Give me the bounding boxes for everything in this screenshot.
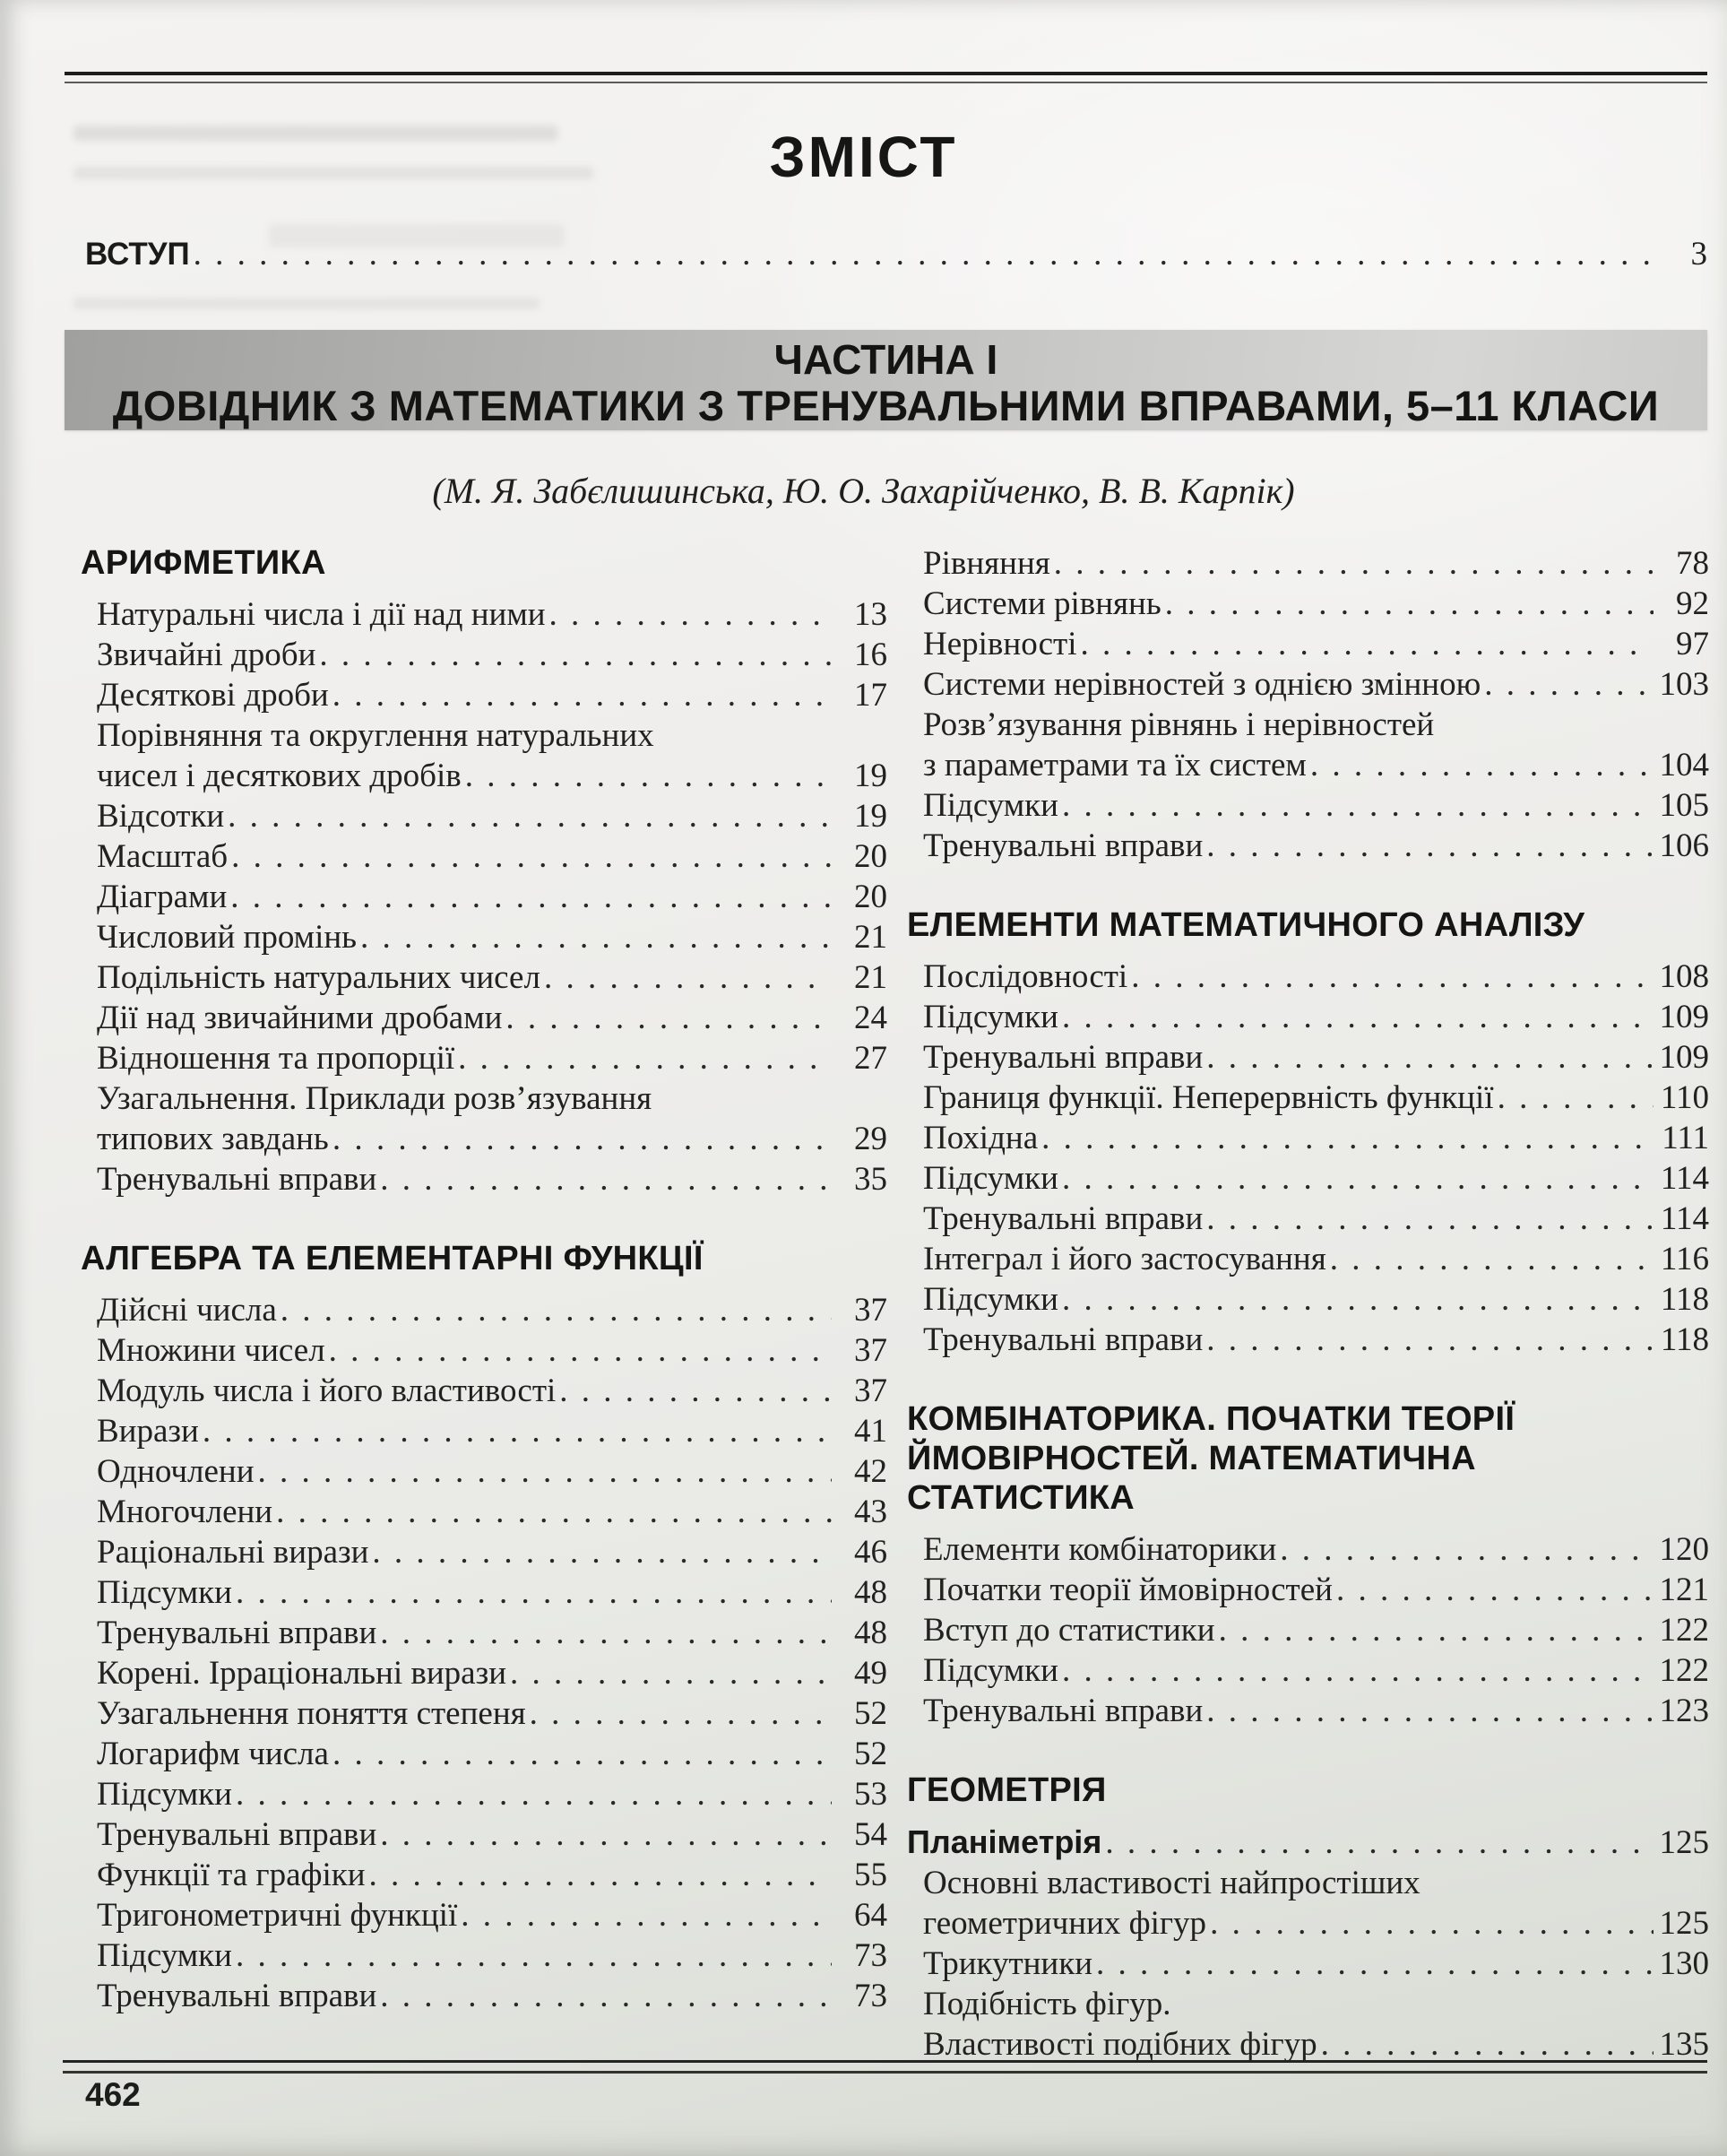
toc-entry-page: 111 bbox=[1662, 1120, 1709, 1156]
toc-entry bbox=[81, 998, 887, 1038]
dot-leader bbox=[1330, 1239, 1654, 1279]
toc-entry-label: Елементи комбінаторики bbox=[923, 1531, 1277, 1568]
toc-entry-label: Вступ до статистики bbox=[923, 1612, 1215, 1649]
toc-entry bbox=[81, 917, 887, 957]
dot-leader bbox=[1206, 1320, 1654, 1360]
intro-row bbox=[85, 235, 1707, 273]
toc-entry-label: Тренувальні вправи bbox=[97, 1816, 377, 1853]
toc-entry bbox=[81, 1330, 887, 1371]
toc-entry-label: Планіметрія bbox=[907, 1823, 1102, 1860]
dot-leader bbox=[1062, 997, 1654, 1037]
toc-entry-page: 114 bbox=[1660, 1200, 1709, 1237]
toc-entry-page: 24 bbox=[854, 1000, 887, 1036]
toc-entry bbox=[81, 715, 887, 756]
dot-leader bbox=[319, 635, 832, 675]
toc-entry-label: Дії над звичайними дробами bbox=[97, 1000, 503, 1036]
bleedthrough-mark bbox=[73, 298, 540, 309]
toc-entry-label: Логарифм числа bbox=[97, 1736, 329, 1772]
dot-leader bbox=[1165, 584, 1654, 624]
toc-entry bbox=[907, 705, 1709, 745]
toc-entry-label: Числовий промінь bbox=[97, 919, 358, 956]
dot-leader bbox=[1280, 1529, 1654, 1570]
toc-entry-page: 37 bbox=[854, 1292, 887, 1329]
toc-entry bbox=[81, 1159, 887, 1199]
toc-entry-label: Корені. Ірраціональні вирази bbox=[97, 1655, 506, 1692]
dot-leader bbox=[258, 1451, 833, 1492]
toc-entry-label: Множини чисел bbox=[97, 1332, 325, 1369]
part-banner-line2: ДОВІДНИК З МАТЕМАТИКИ З ТРЕНУВАЛЬНИМИ ВПРАВАМИ, 5–11 КЛАСИ bbox=[112, 382, 1660, 429]
toc-entry-page: 16 bbox=[854, 636, 887, 673]
toc-entry-label: Послідовності bbox=[923, 958, 1128, 995]
dot-leader bbox=[276, 1492, 832, 1532]
dot-leader bbox=[1062, 1279, 1654, 1320]
dot-leader bbox=[505, 998, 832, 1038]
toc-entry-label: Системи нерівностей з однією змінною bbox=[923, 666, 1481, 703]
toc-entry-page: 53 bbox=[854, 1776, 887, 1813]
toc-entry bbox=[907, 1650, 1709, 1691]
dot-leader bbox=[510, 1653, 832, 1693]
dot-leader bbox=[1105, 1823, 1654, 1863]
toc-entry bbox=[907, 584, 1709, 624]
toc-entry bbox=[907, 1037, 1709, 1078]
toc-entry-page: 73 bbox=[854, 1978, 887, 2014]
footer-page-number: 462 bbox=[85, 2076, 141, 2113]
toc-entry bbox=[81, 796, 887, 836]
toc-entry-page: 109 bbox=[1659, 1039, 1709, 1076]
toc-entry-page: 55 bbox=[854, 1857, 887, 1893]
dot-leader bbox=[332, 675, 832, 715]
toc-entry bbox=[81, 635, 887, 675]
toc-entry bbox=[81, 877, 887, 917]
toc-entry-page: 103 bbox=[1659, 666, 1709, 703]
toc-entry-label: Порівняння та округлення натуральних bbox=[97, 717, 654, 754]
dot-leader bbox=[1096, 1944, 1654, 1984]
dot-leader bbox=[380, 1814, 832, 1855]
dot-leader bbox=[1321, 2024, 1654, 2065]
toc-entry-label: Інтеграл і його застосування bbox=[923, 1241, 1326, 1277]
toc-entry-page: 46 bbox=[854, 1534, 887, 1571]
toc-entry-label: Підсумки bbox=[97, 1776, 232, 1813]
toc-entry bbox=[81, 1734, 887, 1774]
toc-entry bbox=[907, 1239, 1709, 1279]
toc-entry-page: 48 bbox=[854, 1574, 887, 1611]
toc-entry-page: 20 bbox=[854, 838, 887, 875]
toc-entry-page: 114 bbox=[1660, 1160, 1709, 1197]
toc-entry-label: Тренувальні вправи bbox=[923, 827, 1204, 864]
left-column bbox=[81, 543, 887, 2016]
toc-entry-label: типових завдань bbox=[97, 1121, 329, 1157]
section-heading: ЕЛЕМЕНТИ МАТЕМАТИЧНОГО АНАЛІЗУ bbox=[907, 906, 1585, 944]
dot-leader bbox=[1206, 826, 1654, 866]
dot-leader bbox=[194, 235, 1652, 273]
dot-leader bbox=[1062, 785, 1654, 826]
toc-entry-page: 108 bbox=[1659, 958, 1709, 995]
intro-page-number: 3 bbox=[1690, 236, 1707, 273]
toc-entry-label: Системи рівнянь bbox=[923, 585, 1161, 622]
toc-entry-label: Підсумки bbox=[923, 1160, 1058, 1197]
toc-entry bbox=[81, 1895, 887, 1935]
toc-entry-label: Узагальнення поняття степеня bbox=[97, 1695, 526, 1732]
part-banner bbox=[65, 330, 1707, 430]
dot-leader bbox=[332, 1734, 832, 1774]
toc-entry bbox=[81, 836, 887, 877]
dot-leader bbox=[332, 1119, 832, 1159]
toc-entry-label: Розв’язування рівнянь і нерівностей bbox=[923, 706, 1435, 743]
toc-entry-page: 106 bbox=[1659, 827, 1709, 864]
toc-entry-label: Тренувальні вправи bbox=[923, 1321, 1204, 1358]
toc-entry bbox=[81, 957, 887, 998]
section-heading: АРИФМЕТИКА bbox=[81, 544, 326, 582]
toc-entry-page: 78 bbox=[1676, 545, 1709, 582]
toc-entry-label: Вирази bbox=[97, 1413, 199, 1450]
toc-entry-label: Похідна bbox=[923, 1120, 1039, 1156]
dot-leader bbox=[380, 1159, 832, 1199]
toc-entry-label: Трикутники bbox=[923, 1945, 1092, 1982]
toc-entry-page: 49 bbox=[854, 1655, 887, 1692]
toc-entry-label: Модуль числа і його властивості bbox=[97, 1372, 557, 1409]
toc-entry bbox=[907, 2024, 1709, 2065]
toc-entry bbox=[907, 1822, 1709, 1863]
toc-entry-page: 42 bbox=[854, 1453, 887, 1490]
toc-entry-label: Дійсні числа bbox=[97, 1292, 277, 1329]
toc-entry-page: 121 bbox=[1659, 1572, 1709, 1608]
dot-leader bbox=[230, 877, 832, 917]
dot-leader bbox=[380, 1976, 832, 2016]
toc-entry-page: 13 bbox=[854, 596, 887, 633]
toc-entry bbox=[81, 1451, 887, 1492]
dot-leader bbox=[1206, 1691, 1654, 1731]
toc-entry-page: 122 bbox=[1659, 1612, 1709, 1649]
toc-entry bbox=[907, 957, 1709, 997]
toc-entry bbox=[907, 1691, 1709, 1731]
toc-entry-label: Тренувальні вправи bbox=[923, 1039, 1204, 1076]
dot-leader bbox=[549, 594, 832, 635]
dot-leader bbox=[369, 1855, 832, 1895]
dot-leader bbox=[1062, 1158, 1654, 1199]
toc-entry-page: 17 bbox=[854, 677, 887, 714]
dot-leader bbox=[281, 1290, 832, 1330]
footer-rule bbox=[63, 2060, 1707, 2074]
toc-entry bbox=[81, 1693, 887, 1734]
toc-entry bbox=[907, 826, 1709, 866]
toc-entry bbox=[81, 1532, 887, 1572]
toc-entry bbox=[907, 1529, 1709, 1570]
toc-entry bbox=[907, 1944, 1709, 1984]
intro-label: ВСТУП bbox=[85, 237, 190, 272]
toc-entry bbox=[81, 1078, 887, 1119]
dot-leader bbox=[1310, 745, 1654, 785]
toc-entry-label: чисел і десяткових дробів bbox=[97, 758, 462, 794]
toc-entry bbox=[81, 1774, 887, 1814]
toc-entry-page: 19 bbox=[854, 758, 887, 794]
dot-leader bbox=[1484, 664, 1654, 705]
toc-entry-page: 20 bbox=[854, 879, 887, 915]
toc-entry-page: 21 bbox=[854, 959, 887, 996]
toc-entry-label: з параметрами та їх систем bbox=[923, 747, 1307, 784]
toc-entry bbox=[81, 594, 887, 635]
toc-entry-label: Границя функції. Неперервність функції bbox=[923, 1079, 1494, 1116]
toc-entry bbox=[907, 1118, 1709, 1158]
toc-entry-label: Тренувальні вправи bbox=[923, 1693, 1204, 1729]
toc-entry bbox=[907, 1279, 1709, 1320]
toc-entry-page: 37 bbox=[854, 1372, 887, 1409]
section-heading: ГЕОМЕТРІЯ bbox=[907, 1771, 1107, 1809]
toc-entry-label: Функції та графіки bbox=[97, 1857, 366, 1893]
toc-entry bbox=[81, 1976, 887, 2016]
toc-entry-label: Підсумки bbox=[923, 1281, 1058, 1318]
toc-entry-page: 125 bbox=[1659, 1905, 1709, 1942]
toc-entry-label: Одночлени bbox=[97, 1453, 255, 1490]
toc-entry bbox=[81, 1572, 887, 1613]
toc-entry-label: Підсумки bbox=[923, 999, 1058, 1035]
toc-entry bbox=[907, 1158, 1709, 1199]
dot-leader bbox=[1131, 957, 1654, 997]
dot-leader bbox=[372, 1532, 832, 1572]
dot-leader bbox=[1054, 543, 1654, 584]
toc-entry-page: 35 bbox=[854, 1161, 887, 1198]
toc-entry bbox=[907, 785, 1709, 826]
toc-entry-page: 104 bbox=[1659, 747, 1709, 784]
dot-leader bbox=[465, 756, 832, 796]
toc-entry-label: Раціональні вирази bbox=[97, 1534, 369, 1571]
toc-entry bbox=[907, 1984, 1709, 2024]
toc-entry-page: 109 bbox=[1659, 999, 1709, 1035]
toc-entry-label: Тригонометричні функції bbox=[97, 1897, 458, 1934]
toc-entry-page: 48 bbox=[854, 1615, 887, 1651]
toc-entry-page: 122 bbox=[1659, 1652, 1709, 1689]
toc-entry bbox=[907, 1199, 1709, 1239]
toc-entry-label: Підсумки bbox=[923, 1652, 1058, 1689]
toc-entry-page: 73 bbox=[854, 1937, 887, 1974]
toc-entry bbox=[907, 1863, 1709, 1903]
toc-entry bbox=[907, 1903, 1709, 1944]
toc-entry-label: Відношення та пропорції bbox=[97, 1040, 455, 1077]
toc-entry bbox=[81, 1492, 887, 1532]
toc-entry-page: 64 bbox=[854, 1897, 887, 1934]
toc-entry-label: Тренувальні вправи bbox=[923, 1200, 1204, 1237]
toc-entry-label: Підсумки bbox=[97, 1574, 232, 1611]
dot-leader bbox=[1041, 1118, 1654, 1158]
toc-entry bbox=[81, 1814, 887, 1855]
section-heading: КОМБІНАТОРИКА. ПОЧАТКИ ТЕОРІЇ ЙМОВІРНОСТЕЙ. МАТЕМАТИЧНА СТАТИСТИКА bbox=[907, 1400, 1515, 1517]
toc-entry-label: Многочлени bbox=[97, 1494, 273, 1530]
toc-entry-label: Властивості подібних фігур bbox=[923, 2026, 1317, 2063]
toc-entry bbox=[81, 1935, 887, 1976]
toc-entry-page: 130 bbox=[1659, 1945, 1709, 1982]
toc-entry-page: 116 bbox=[1660, 1241, 1709, 1277]
section-heading: АЛГЕБРА ТА ЕЛЕМЕНТАРНІ ФУНКЦІЇ bbox=[81, 1240, 704, 1277]
dot-leader bbox=[380, 1613, 832, 1653]
toc-entry-label: Тренувальні вправи bbox=[97, 1978, 377, 2014]
toc-entry-label: Основні властивості найпростіших bbox=[923, 1865, 1420, 1901]
top-rule bbox=[65, 72, 1707, 83]
dot-leader bbox=[236, 1572, 832, 1613]
dot-leader bbox=[544, 957, 832, 998]
toc-entry-page: 43 bbox=[854, 1494, 887, 1530]
dot-leader bbox=[1062, 1650, 1654, 1691]
dot-leader bbox=[461, 1895, 832, 1935]
toc-entry-label: Натуральні числа і дії над ними bbox=[97, 596, 546, 633]
toc-entry-page: 37 bbox=[854, 1332, 887, 1369]
toc-entry-page: 27 bbox=[854, 1040, 887, 1077]
toc-entry bbox=[907, 543, 1709, 584]
dot-leader bbox=[228, 796, 832, 836]
toc-entry-label: геометричних фігур bbox=[923, 1905, 1207, 1942]
toc-entry-page: 105 bbox=[1659, 787, 1709, 824]
toc-entry-page: 123 bbox=[1659, 1693, 1709, 1729]
toc-entry bbox=[81, 1855, 887, 1895]
dot-leader bbox=[530, 1693, 832, 1734]
toc-entry-page: 54 bbox=[854, 1816, 887, 1853]
toc-entry bbox=[81, 1653, 887, 1693]
toc-entry bbox=[907, 1320, 1709, 1360]
page-title: ЗМІСТ bbox=[769, 125, 958, 189]
toc-entry-page: 92 bbox=[1676, 585, 1709, 622]
dot-leader bbox=[1498, 1078, 1654, 1118]
toc-entry bbox=[81, 1038, 887, 1078]
toc-entry bbox=[81, 756, 887, 796]
toc-entry-page: 29 bbox=[854, 1121, 887, 1157]
dot-leader bbox=[203, 1411, 832, 1451]
toc-entry bbox=[907, 1078, 1709, 1118]
toc-entry-page: 97 bbox=[1676, 626, 1709, 662]
toc-entry-label: Тренувальні вправи bbox=[97, 1615, 377, 1651]
toc-entry-label: Подібність фігур. bbox=[923, 1986, 1171, 2022]
toc-entry bbox=[907, 745, 1709, 785]
toc-entry-page: 120 bbox=[1659, 1531, 1709, 1568]
toc-entry-label: Масштаб bbox=[97, 838, 229, 875]
toc-entry-label: Рівняння bbox=[923, 545, 1050, 582]
toc-entry bbox=[81, 675, 887, 715]
dot-leader bbox=[559, 1371, 832, 1411]
toc-entry-page: 125 bbox=[1659, 1824, 1709, 1861]
toc-entry-label: Десяткові дроби bbox=[97, 677, 329, 714]
dot-leader bbox=[236, 1774, 832, 1814]
toc-entry bbox=[81, 1371, 887, 1411]
toc-entry-label: Діаграми bbox=[97, 879, 228, 915]
toc-entry bbox=[907, 997, 1709, 1037]
dot-leader bbox=[360, 917, 832, 957]
toc-entry-page: 118 bbox=[1660, 1281, 1709, 1318]
toc-entry-page: 110 bbox=[1660, 1079, 1709, 1116]
dot-leader bbox=[1206, 1037, 1654, 1078]
dot-leader bbox=[1081, 624, 1654, 664]
dot-leader bbox=[1219, 1610, 1654, 1650]
toc-entry-page: 52 bbox=[854, 1736, 887, 1772]
toc-entry-label: Початки теорії ймовірностей bbox=[923, 1572, 1333, 1608]
toc-entry-page: 118 bbox=[1660, 1321, 1709, 1358]
toc-entry-label: Подільність натуральних чисел bbox=[97, 959, 540, 996]
dot-leader bbox=[236, 1935, 832, 1976]
toc-entry bbox=[81, 1119, 887, 1159]
toc-entry-label: Нерівності bbox=[923, 626, 1077, 662]
toc-entry-label: Відсотки bbox=[97, 798, 225, 835]
toc-entry-page: 19 bbox=[854, 798, 887, 835]
toc-entry bbox=[81, 1411, 887, 1451]
toc-entry bbox=[81, 1290, 887, 1330]
toc-entry-label: Узагальнення. Приклади розв’язування bbox=[97, 1080, 652, 1117]
dot-leader bbox=[458, 1038, 832, 1078]
toc-entry-label: Підсумки bbox=[97, 1937, 232, 1974]
toc-entry-page: 41 bbox=[854, 1413, 887, 1450]
toc-entry-page: 52 bbox=[854, 1695, 887, 1732]
toc-entry-label: Підсумки bbox=[923, 787, 1058, 824]
toc-entry-page: 21 bbox=[854, 919, 887, 956]
dot-leader bbox=[231, 836, 832, 877]
dot-leader bbox=[1336, 1570, 1654, 1610]
toc-entry bbox=[907, 664, 1709, 705]
dot-leader bbox=[1210, 1903, 1654, 1944]
toc-entry-label: Звичайні дроби bbox=[97, 636, 316, 673]
toc-entry bbox=[907, 1610, 1709, 1650]
toc-entry bbox=[81, 1613, 887, 1653]
dot-leader bbox=[329, 1330, 832, 1371]
dot-leader bbox=[1206, 1199, 1654, 1239]
toc-entry bbox=[907, 1570, 1709, 1610]
toc-entry bbox=[907, 624, 1709, 664]
toc-entry-page: 135 bbox=[1659, 2026, 1709, 2063]
authors-line: (М. Я. Забєлишинська, Ю. О. Захарійченко, В. В. Карпік) bbox=[432, 471, 1295, 511]
right-column bbox=[907, 543, 1709, 2065]
part-banner-line1: ЧАСТИНА I bbox=[773, 336, 998, 383]
toc-entry-label: Тренувальні вправи bbox=[97, 1161, 377, 1198]
